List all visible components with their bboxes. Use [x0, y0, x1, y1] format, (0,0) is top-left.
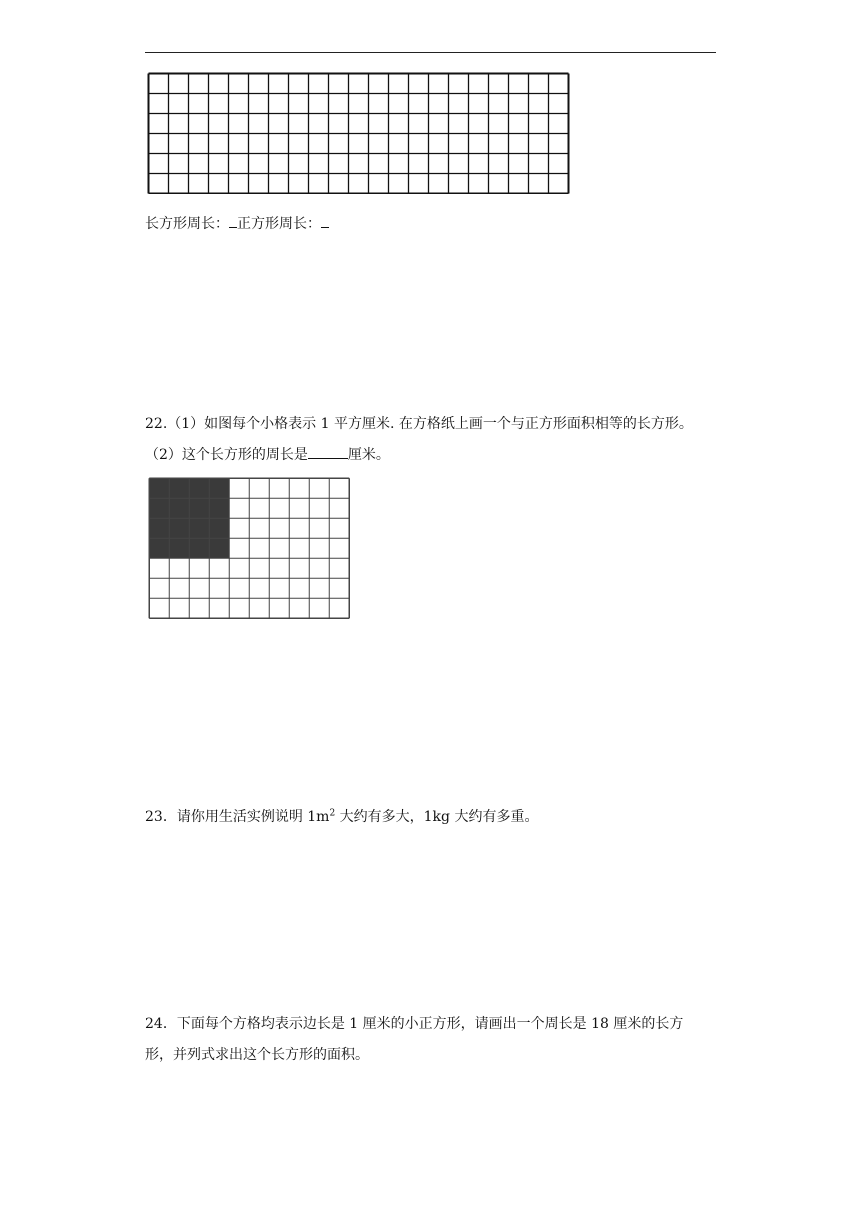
q24-line1: 24．下面每个方格均表示边长是 1 厘米的小正方形，请画出一个周长是 18 厘米的长方 [145, 1016, 684, 1032]
q23-superscript: 2 [329, 808, 336, 819]
q24-line2: 形，并列式求出这个长方形的面积。 [145, 1047, 369, 1063]
q22-line2-before: （2）这个长方形的周长是 [145, 447, 308, 463]
square-perimeter-blank[interactable] [321, 215, 329, 228]
q22-line1: 22.（1）如图每个小格表示 1 平方厘米. 在方格纸上画一个与正方形面积相等的长方形。 [145, 416, 693, 432]
header-rule [145, 52, 716, 53]
q22-line2-after: 厘米。 [347, 447, 390, 463]
q21-answer-line [145, 213, 329, 233]
q23-text-before: 23．请你用生活实例说明 1m [145, 809, 330, 825]
q23-text-after: 大约有多大，1kg 大约有多重。 [335, 809, 539, 825]
rect-perimeter-blank[interactable] [229, 215, 237, 228]
grid-paper-q21 [147, 72, 572, 194]
q22-line2 [145, 444, 390, 464]
grid-paper-q22 [148, 477, 352, 621]
q23-text [145, 806, 538, 826]
perimeter-answer-blank[interactable] [308, 446, 348, 459]
square-perimeter-label: 正方形周长： [237, 216, 321, 232]
rect-perimeter-label: 长方形周长： [145, 216, 229, 232]
